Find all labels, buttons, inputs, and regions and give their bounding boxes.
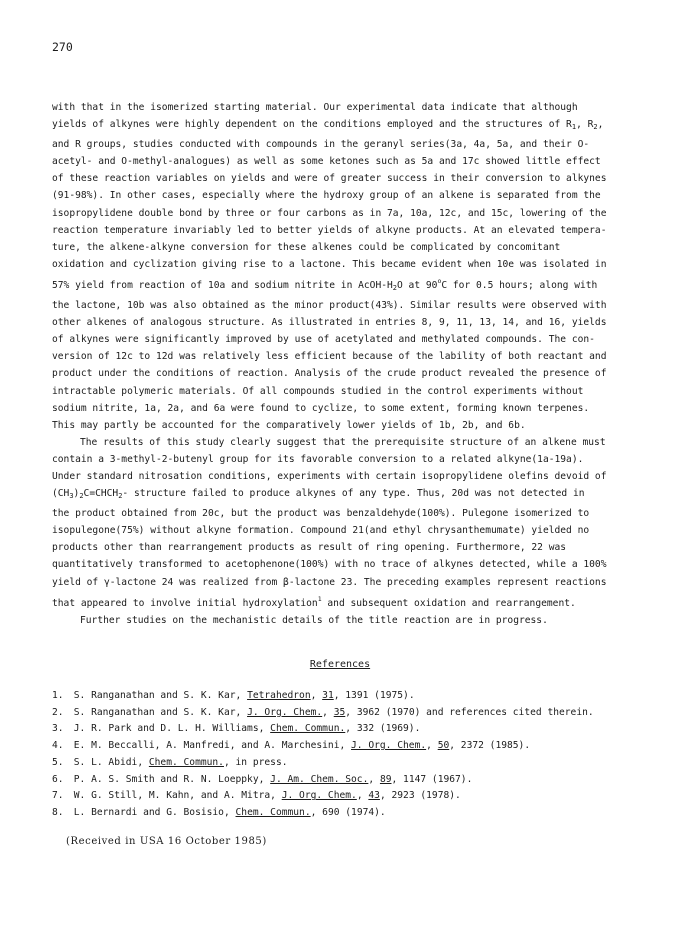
reference-details: , 1391 (1975). xyxy=(333,690,415,701)
body-line: acetyl- and O-methyl-analogues) as well as some ketones such as 5a and 17c showed little effect xyxy=(52,156,601,168)
body-line: oxidation and cyclization giving rise to a lactone. This became evident when 10e was isolated in xyxy=(52,258,607,270)
reference-details: 690 (1974). xyxy=(322,806,386,818)
body-line: contain a 3-methyl-2-butenyl group for its favorable conversion to a related alkyne(1a-19a). xyxy=(52,453,584,465)
reference-volume: 50 xyxy=(437,740,450,752)
body-line: (91-98%). In other cases, especially where the hydroxy group of an alkene is separated from the xyxy=(52,190,601,202)
reference-authors: L. Bernardi and G. Bosisio, xyxy=(73,806,236,818)
reference-authors: S. Ranganathan and S. K. Kar, xyxy=(73,690,248,701)
body-line-text: - structure failed to produce alkynes of any type. Thus, 20d was not detected in xyxy=(122,488,585,500)
reference-item xyxy=(52,755,652,772)
reference-authors: S. Ranganathan and S. K. Kar, xyxy=(73,706,248,718)
reference-journal: J. Am. Chem. Soc. xyxy=(270,773,369,785)
body-line: Under standard nitrosation conditions, experiments with certain isopropylidene olefins devoid of xyxy=(52,470,607,482)
body-line-text: ) xyxy=(73,488,80,500)
reference-number: 4. xyxy=(52,740,64,752)
reference-authors: P. A. S. Smith and R. N. Loeppky, xyxy=(73,773,271,785)
reference-details: , 2372 (1985). xyxy=(449,740,531,752)
reference-journal: Tetrahedron xyxy=(247,690,311,701)
reference-volume: 89 xyxy=(379,773,392,785)
reference-separator: , xyxy=(356,790,369,802)
body-line: with that in the isomerized starting material. Our experimental data indicate that although xyxy=(52,102,578,113)
reference-separator: , xyxy=(345,723,357,735)
reference-details: in press. xyxy=(235,756,288,768)
body-line-text: C for 0.5 hours; along with xyxy=(441,279,598,291)
body-line: ture, the alkene-alkyne conversion for these alkenes could be complicated by concomitant xyxy=(52,241,561,253)
reference-volume: 43 xyxy=(368,790,380,802)
body-line: isopropylidene double bond by three or four carbons as in 7a, 10a, 12c, and 15c, lowering of the xyxy=(52,207,607,219)
reference-item xyxy=(52,738,652,755)
body-line-text: O at 90 xyxy=(397,279,438,291)
body-text xyxy=(52,99,642,629)
reference-journal: J. Org. Chem. xyxy=(281,790,357,802)
body-line: products other than rearrangement products as result of ring opening. Furthermore, 22 was xyxy=(52,542,567,554)
body-line: Further studies on the mechanistic details of the title reaction are in progress. xyxy=(80,614,548,626)
reference-separator: , xyxy=(368,773,380,785)
body-line-text: that appeared to involve initial hydroxylation xyxy=(52,597,318,609)
body-line: other alkenes of analogous structure. As illustrated in entries 8, 9, 11, 13, 14, and 16, yields xyxy=(52,317,607,329)
reference-separator: , xyxy=(426,740,438,752)
body-line: version of 12c to 12d was relatively less efficient because of the lability of both reactant and xyxy=(52,351,607,363)
reference-list xyxy=(52,688,652,822)
reference-item xyxy=(52,721,652,738)
reference-number: 2. xyxy=(52,706,64,718)
body-line: The results of this study clearly suggest that the prerequisite structure of an alkene must xyxy=(80,436,606,448)
reference-separator: , xyxy=(310,690,323,701)
reference-number: 5. xyxy=(52,756,64,768)
reference-separator: , xyxy=(322,706,334,718)
reference-journal: Chem. Commun. xyxy=(235,806,311,818)
reference-item xyxy=(52,788,652,805)
body-line: intractable polymeric materials. Of all compounds studied in the control experiments without xyxy=(52,385,584,397)
reference-authors: E. M. Beccalli, A. Manfredi, and A. Marchesini, xyxy=(73,740,352,752)
subscript: 2 xyxy=(392,283,397,292)
subscript: 2 xyxy=(593,123,598,132)
body-line-text: yields of alkynes were highly dependent on the conditions employed and the structures of R xyxy=(52,119,572,131)
reference-details: , 2923 (1978). xyxy=(379,790,461,802)
subscript: 1 xyxy=(571,123,577,132)
body-line: yield of γ-lactone 24 was realized from β-lactone 23. The preceding examples represent reactions xyxy=(52,576,607,588)
reference-separator: , xyxy=(310,806,323,818)
reference-item xyxy=(52,688,652,705)
reference-authors: S. L. Abidi, xyxy=(73,756,149,768)
body-line-text: , R xyxy=(576,119,594,131)
reference-authors: W. G. Still, M. Kahn, and A. Mitra, xyxy=(73,790,282,802)
reference-item xyxy=(52,805,652,822)
body-line-text: 57% yield from reaction of 10a and sodium nitrite in AcOH-H xyxy=(52,279,393,291)
body-line: quantitatively transformed to acetophenone(100%) with no trace of alkynes detected, while a 100% xyxy=(52,559,607,571)
body-line-text: (CH xyxy=(52,488,70,500)
reference-volume: 35 xyxy=(333,706,346,718)
reference-details: 332 (1969). xyxy=(356,723,421,735)
reference-journal: J. Org. Chem. xyxy=(351,740,427,752)
body-line: reaction temperature invariably led to better yields of alkyne products. At an elevated tempera- xyxy=(52,224,607,236)
body-line: product under the conditions of reaction. Analysis of the crude product revealed the presence of xyxy=(52,368,607,380)
body-line: of alkynes were significantly improved by use of acetylated and methylated compounds. The con- xyxy=(52,334,595,346)
subscript: 2 xyxy=(79,492,84,501)
subscript: 3 xyxy=(69,492,74,501)
reference-journal: J. Org. Chem. xyxy=(247,706,323,718)
reference-separator: , xyxy=(223,756,236,768)
reference-item xyxy=(52,705,652,722)
received-date-note: (Received in USA 16 October 1985) xyxy=(66,836,267,847)
body-line: the product obtained from 20c, but the product was benzaldehyde(100%). Pulegone isomerized to xyxy=(52,508,590,520)
reference-number: 3. xyxy=(52,723,64,735)
body-line-text: and subsequent oxidation and rearrangement. xyxy=(321,597,576,609)
body-line xyxy=(52,485,642,505)
body-line: of these reaction variables on yields and were of greater success in their conversion to alkynes xyxy=(52,173,607,185)
body-line: isopulegone(75%) without alkyne formation. Compound 21(and ethyl chrysanthemumate) yielded no xyxy=(52,525,590,537)
reference-details: , 1147 (1967). xyxy=(391,773,473,785)
superscript: 1 xyxy=(317,594,322,603)
reference-details: , 3962 (1970) and references cited therein. xyxy=(345,706,594,718)
reference-item xyxy=(52,772,652,789)
reference-number: 6. xyxy=(52,773,64,785)
body-line xyxy=(52,116,642,136)
reference-journal: Chem. Commun. xyxy=(148,756,224,768)
body-line: This may partly be accounted for the comparatively lower yields of 1b, 2b, and 6b. xyxy=(52,419,526,431)
body-line-text: C=CHCH xyxy=(83,488,119,500)
reference-number: 7. xyxy=(52,790,64,802)
subscript: 2 xyxy=(118,492,123,501)
superscript: o xyxy=(437,276,442,285)
references-heading: References xyxy=(309,659,371,670)
page-number: 270 xyxy=(52,40,73,54)
reference-volume: 31 xyxy=(322,690,334,701)
reference-authors: J. R. Park and D. L. H. Williams, xyxy=(73,723,271,735)
body-line xyxy=(52,591,642,612)
body-line-text: , xyxy=(597,119,604,131)
body-line: sodium nitrite, 1a, 2a, and 6a were found to cyclize, to some extent, forming known terpenes. xyxy=(52,402,590,414)
reference-number: 8. xyxy=(52,806,64,818)
reference-journal: Chem. Commun. xyxy=(270,723,346,735)
body-line xyxy=(52,273,642,297)
reference-number: 1. xyxy=(52,690,64,701)
body-line: the lactone, 10b was also obtained as the minor product(43%). Similar results were observed with xyxy=(52,300,607,312)
body-line: and R groups, studies conducted with compounds in the geranyl series(3a, 4a, 5a, and their O- xyxy=(52,139,590,151)
